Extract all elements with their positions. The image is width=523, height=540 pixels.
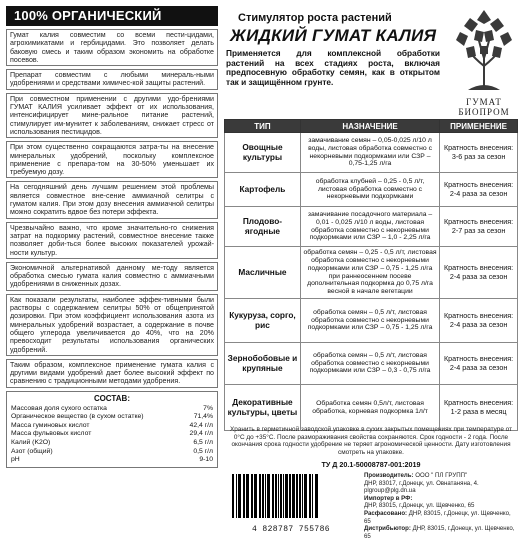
composition-row	[11, 448, 213, 457]
barcode-bars	[226, 472, 356, 520]
stimulator-label: Стимулятор роста растений	[238, 12, 392, 24]
barcode-bar	[302, 474, 303, 518]
organic-badge: 100% ОРГАНИЧЕСКИЙ	[6, 6, 218, 26]
product-description: Применяется для комплексной обработки растений на всех стадиях роста, включая предпосевную обработку семян, как в открытом так и защищённом грунте.	[226, 48, 440, 87]
crop-type-cell: Картофель	[225, 173, 301, 207]
paragraph-text: При совместном применении с другими удо-брениями ГУМАТ КАЛИЯ усиливает эффект от их использования, интенсифицирует мине-ральное питание растений, стимулирует им-мунитет к заболеваниям, снижает стресс от использования пестицидов.	[10, 94, 214, 136]
producer-info	[364, 472, 518, 540]
barcode-bar	[304, 474, 307, 518]
importer-address: ДНР, 83015, г.Донецк, ул. Щевченко, 65	[364, 502, 475, 510]
rate-cell: обработка семян – 0,5 л/т, листовая обработка совместно с некорневыми подкормками или СЗР – 0,75 - 1,25 л/га	[300, 299, 439, 343]
composition-key: Масса гуминовых кислот	[11, 421, 90, 429]
composition-row	[11, 422, 213, 431]
importer-label: Импортер в РФ:	[364, 494, 413, 502]
barcode-bar	[232, 474, 234, 518]
barcode-bar	[238, 474, 241, 518]
producer-address: ДНР, 83017, г.Донецк, ул. Овнатанянa, 4.	[364, 479, 479, 487]
composition-value: 71,4%	[193, 413, 213, 421]
info-paragraph	[6, 141, 218, 178]
composition-value: 0,5 г/л	[193, 447, 213, 455]
composition-row	[11, 405, 213, 414]
info-paragraph	[6, 181, 218, 218]
producer-name: ООО " ПЛ ГРУПП"	[415, 472, 468, 479]
usage-cell: Кратность внесения: 3-6 раз за сезон	[440, 133, 518, 173]
composition-row	[11, 439, 213, 448]
composition-value: 9-10	[199, 456, 213, 464]
table-row	[225, 247, 518, 299]
composition-row	[11, 456, 213, 465]
crop-type-cell: Масличные	[225, 247, 301, 299]
composition-key: Калий (K2O)	[11, 439, 51, 447]
barcode-bar	[309, 474, 311, 518]
rate-cell: Обработка семян 0,5л/т, листовая обработка, корневая подкормка 1л/т	[300, 385, 439, 431]
paragraph-text: Как показали результаты, наиболее эффек-тивными были растворы с содержанием селитры 50% от общепринятой дозировки. При этом коэффициент использования азота из минеральных удобрений возрастает, а содержание в почве общего углерода увеличивается до 40%, что на 20% превосходит результаты использования органических удобрений.	[10, 295, 214, 354]
barcode-bar	[292, 474, 295, 518]
usage-cell: Кратность внесения: 1-2 раза в месяц	[440, 385, 518, 431]
barcode-bar	[262, 474, 264, 518]
info-paragraph	[6, 29, 218, 66]
table-row	[225, 207, 518, 247]
barcode-bar	[272, 474, 274, 518]
left-column	[6, 6, 218, 534]
rate-cell: обработка семян – 0,25 - 0,5 л/т, листовая обработка совместно с некорневыми подкормками или СЗР – 0,75 - 1,25 л/га при раннеосеннем посеве дополнительная подкормка до 0,75 л/га весной в начале вегетации	[300, 247, 439, 299]
paragraph-text: Гумат калия совместим со всеми пести-цидами, агрохимикатами и гербицидами. Это позволяет делать баковую смесь и таким образом экономить на обработке посевов.	[10, 31, 214, 64]
composition-title: СОСТАВ:	[94, 393, 130, 403]
composition-key: Азот (общий)	[11, 447, 53, 455]
rate-cell: замачивание посадочного материала – 0,01 - 0,025 л/10 л воды, листовая обработка совместно с некорневыми подкормками или СЗР – 1,0 - 2,25 л/га	[300, 207, 439, 247]
packer-label: Расфасовано:	[364, 509, 408, 517]
tech-spec-number: ТУ Д 20.1-50008787-001:2019	[321, 460, 421, 469]
composition-row	[11, 430, 213, 439]
right-column	[224, 6, 518, 540]
logo-text-1: ГУМАТ	[466, 97, 502, 107]
table-row	[225, 299, 518, 343]
barcode-bar	[289, 474, 291, 518]
info-paragraphs	[6, 29, 218, 388]
barcode-bar	[251, 474, 253, 518]
col-use-header: ПРИМЕНЕНИЕ	[440, 120, 518, 133]
info-paragraph	[6, 262, 218, 291]
usage-cell: Кратность внесения: 2-4 раза за сезон	[440, 173, 518, 207]
packer-address: ДНР, 83015, г.Донецк, ул. Щевченко, 65	[364, 509, 511, 525]
rate-cell: обработка клубней – 0,25 - 0,5 л/т, листовая обработка совместно с некорневыми подкормками	[300, 173, 439, 207]
barcode-bar	[299, 474, 301, 518]
barcode-bar	[312, 474, 313, 518]
barcode-bar	[275, 474, 277, 518]
paragraph-text: Экономичной альтернативой данному ме-тоду является обработка смесью гумата калия совместно с аммиачными удобрениями в сниженных дозах.	[10, 263, 214, 289]
product-title: ЖИДКИЙ ГУМАТ КАЛИЯ	[230, 26, 437, 45]
rate-cell: обработка семян – 0,5 л/т, листовая обработка совместно с некорневыми подкормками или СЗР – 0,3 - 0,75 л/га	[300, 343, 439, 385]
usage-cell: Кратность внесения: 2-4 раза за сезон	[440, 247, 518, 299]
paragraph-text: Чрезвычайно важно, что кроме значительно-го снижения затрат на подкормку растений, совместное внесение также позволяет доби-ться более высоких показателей урожай-ности культур.	[10, 223, 214, 257]
col-type-header: ТИП	[225, 120, 301, 133]
crop-type-cell: Кукуруза, сорго, рис	[225, 299, 301, 343]
composition-box	[6, 391, 218, 468]
composition-value: 42,4 г/л	[189, 421, 213, 429]
composition-value: 6,5 г/л	[193, 439, 213, 447]
info-paragraph	[6, 294, 218, 356]
barcode-bar	[267, 474, 270, 518]
usage-cell: Кратность внесения: 2-4 раза за сезон	[440, 343, 518, 385]
barcode-bar	[278, 474, 279, 518]
table-row	[225, 133, 518, 173]
paragraph-text: При этом существенно сокращаются затра-ты на внесение минеральных удобрений, поскольку комплексное применение с препара-том на 30-50% уменьшает их требуемую дозу.	[10, 143, 214, 177]
composition-value: 7%	[203, 404, 213, 412]
composition-key: Массовая доля сухого остатка	[11, 404, 107, 412]
barcode-bar	[315, 474, 318, 518]
info-paragraph	[6, 69, 218, 90]
distributor-address: ДНР, 83015, г.Донецк, ул. Щевченко, 65	[364, 525, 515, 540]
brand-logo	[450, 6, 518, 116]
barcode-bar	[265, 474, 266, 518]
composition-key: Масса фульвовых кислот	[11, 430, 92, 438]
barcode	[226, 472, 356, 532]
paragraph-text: Таким образом, комплексное применение гумата калия с другими видами удобрений дает более высокий эффект по сравнению с традиционными методами удобрения.	[10, 360, 214, 386]
barcode-bar	[236, 474, 237, 518]
barcode-bar	[283, 474, 284, 518]
distributor-label: Дистрибьютор:	[364, 525, 411, 533]
barcode-bar	[259, 474, 261, 518]
crop-type-cell: Зернобобовые и крупяные	[225, 343, 301, 385]
barcode-bar	[285, 474, 288, 518]
barcode-bar	[246, 474, 249, 518]
storage-instructions: Хранить в герметичной заводской упаковке в сухих закрытых помещениях при температуре от 0°С до +35°С. После размораживания свойства сохраняются. Срок годности - 2 года. После окончания срока годности удобрение не теряет агрономической ценности. Дату изготовления смотреть на упаковке.	[229, 426, 513, 456]
col-rate-header: НАЗНАЧЕНИЕ	[300, 120, 439, 133]
barcode-bar	[254, 474, 257, 518]
composition-value: 29,4 г/л	[189, 430, 213, 438]
usage-cell: Кратность внесения: 2-7 раз за сезон	[440, 207, 518, 247]
barcode-bar	[280, 474, 282, 518]
barcode-bar	[243, 474, 245, 518]
producer-label: Производитель:	[364, 472, 414, 479]
usage-cell: Кратность внесения: 2-4 раза за сезон	[440, 299, 518, 343]
table-row	[225, 385, 518, 431]
paragraph-text: Препарат совместим с любыми минераль-ными удобрениями и средствами химичес-кой защиты растений.	[10, 71, 214, 88]
crop-type-cell: Декоративные культуры, цветы	[225, 385, 301, 431]
composition-key: pH	[11, 456, 20, 464]
composition-rows	[11, 405, 213, 465]
application-table	[224, 119, 518, 431]
paragraph-text: На сегодняшний день лучшим решением этой проблемы является совместное вне-сение аммиачной селитры с гуматом калия. При этом дозу внесения аммиачной селитры можно сократить вдвое без потери эффекта.	[10, 183, 214, 217]
rate-cell: замачивание семян – 0,05-0,025 л/10 л воды, листовая обработка совместно с некорневыми подкормками или СЗР – 0,75-1,25 л/га	[300, 133, 439, 173]
producer-email: plgroup@plg.dn.ua	[364, 487, 416, 495]
tree-icon	[450, 6, 518, 92]
info-paragraph	[6, 222, 218, 259]
table-row	[225, 343, 518, 385]
composition-key: Органическое вещество (в сухом остатке)	[11, 413, 144, 421]
composition-row	[11, 413, 213, 422]
barcode-bar	[296, 474, 298, 518]
logo-text-2: БИОПРОМ	[458, 107, 510, 117]
info-paragraph	[6, 93, 218, 138]
table-row	[225, 173, 518, 207]
crop-type-cell: Овощные культуры	[225, 133, 301, 173]
info-paragraph	[6, 359, 218, 388]
barcode-number: 4 828787 755786	[251, 525, 330, 534]
crop-type-cell: Плодово-ягодные	[225, 207, 301, 247]
